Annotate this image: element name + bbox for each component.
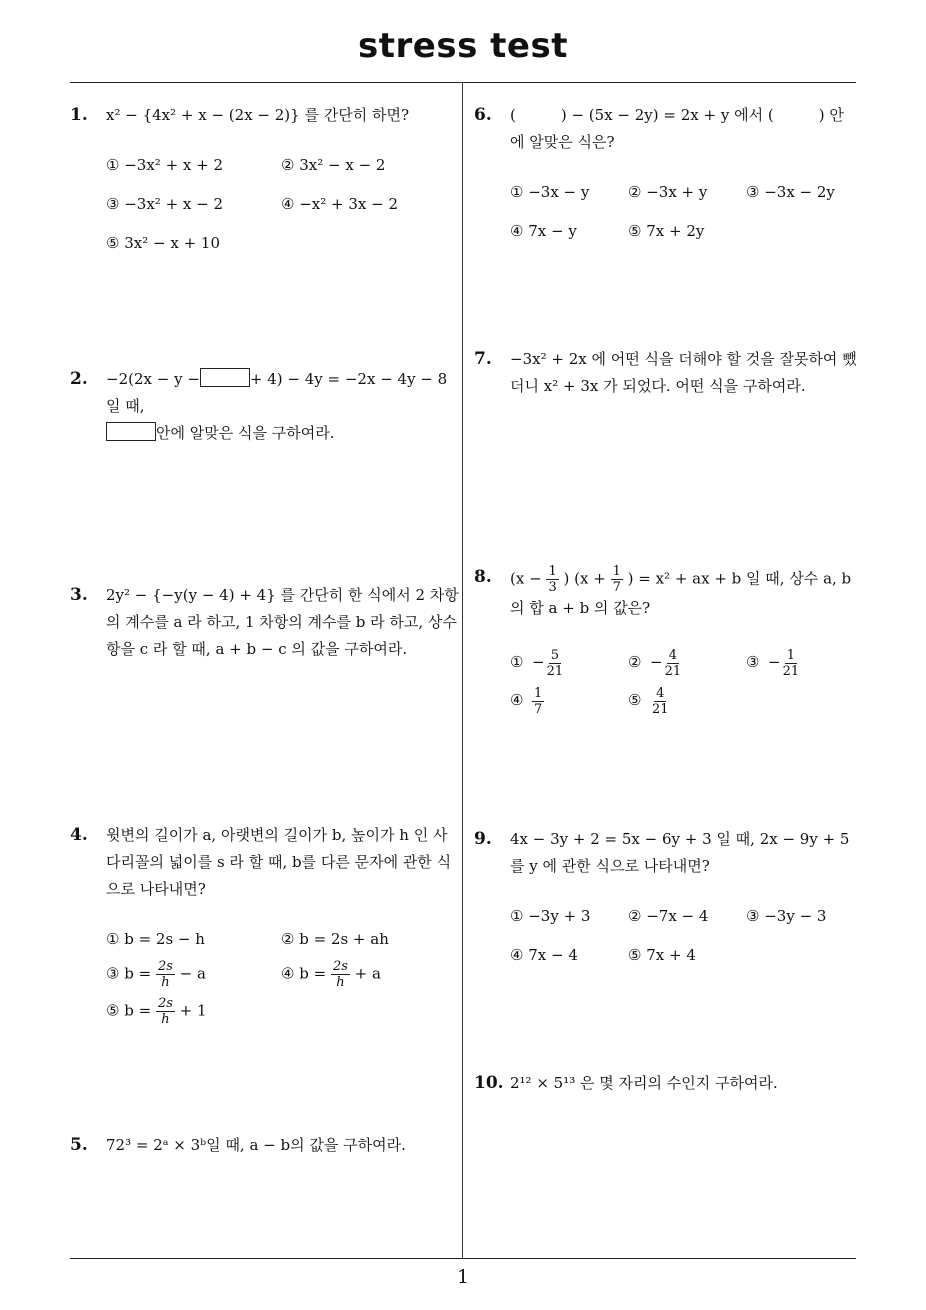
question-7 xyxy=(474,346,858,400)
choice-2[interactable]: ② −7x − 4 xyxy=(628,907,709,925)
fraction xyxy=(546,564,558,595)
question-text: −3x² + 2x 에 어떤 식을 더해야 할 것을 잘못하여 뺐더니 x² + 3x 가 되었다. 어떤 식을 구하여라. xyxy=(510,350,857,395)
question-2 xyxy=(70,366,460,447)
fraction-numerator: 1 xyxy=(534,685,543,701)
fraction-denominator: h xyxy=(336,975,345,990)
choice-sign: − xyxy=(650,653,663,671)
question-text: 윗변의 길이가 a, 아랫변의 길이가 b, 높이가 h 인 사다리꼴의 넓이를 s 라 할 때, b를 다른 문자에 관한 식으로 나타내면? xyxy=(106,826,452,898)
fraction xyxy=(156,959,175,990)
question-1 xyxy=(70,102,460,257)
choice-2[interactable]: ② −3x + y xyxy=(628,183,708,201)
choice-rest: + a xyxy=(354,964,381,983)
choice-1[interactable]: ① −3y + 3 xyxy=(510,907,591,925)
fraction-denominator: h xyxy=(161,975,170,990)
question-number: 3. xyxy=(70,585,88,605)
choice-rest: − a xyxy=(179,964,206,983)
choice-list xyxy=(106,151,460,257)
fraction xyxy=(532,686,544,717)
fraction-denominator: 7 xyxy=(612,580,621,595)
question-10 xyxy=(474,1070,858,1097)
choice-label: ⑤ b = xyxy=(106,1001,152,1020)
fraction-denominator: h xyxy=(161,1012,170,1027)
choice-4[interactable]: ④ 7x − y xyxy=(510,222,577,240)
choice-1[interactable] xyxy=(510,644,628,680)
fraction-numerator: 4 xyxy=(656,685,665,701)
choice-2[interactable]: ② 3x² − x − 2 xyxy=(281,156,386,174)
choice-label: ④ b = xyxy=(281,964,327,983)
question-text-part: + 4) − 4y = −2x − 4y − 8 일 때, xyxy=(106,370,448,415)
fraction-denominator: 3 xyxy=(548,580,557,595)
question-number: 10. xyxy=(474,1073,504,1093)
answer-blank xyxy=(106,422,156,441)
fraction xyxy=(781,648,802,679)
question-number: 2. xyxy=(70,369,88,389)
choice-list xyxy=(510,644,858,718)
choice-3[interactable]: ③ −3x − 2y xyxy=(746,183,835,201)
choice-5[interactable]: ⑤ 7x + 2y xyxy=(628,222,705,240)
answer-blank xyxy=(200,368,250,387)
choice-5[interactable]: ⑤ 7x + 4 xyxy=(628,946,696,964)
question-text: 4x − 3y + 2 = 5x − 6y + 3 일 때, 2x − 9y + 5 를 y 에 관한 식으로 나타내면? xyxy=(510,830,850,875)
question-text: 2y² − {−y(y − 4) + 4} 를 간단히 한 식에서 2 차항의 계수를 a 라 하고, 1 차항의 계수를 b 라 하고, 상수항을 c 라 할 때, a + b − c 의 값을 구하여라. xyxy=(106,586,459,658)
bottom-rule xyxy=(70,1258,856,1259)
question-text-part: (x − xyxy=(510,569,542,588)
choice-marker: ① xyxy=(510,653,524,671)
fraction xyxy=(611,564,623,595)
question-text: ( ) − (5x − 2y) = 2x + y 에서 ( ) 안에 알맞은 식은? xyxy=(510,106,844,151)
page-title: stress test xyxy=(358,26,568,66)
choice-4[interactable]: ④ 7x − 4 xyxy=(510,946,578,964)
question-6 xyxy=(474,102,858,245)
question-5 xyxy=(70,1132,460,1159)
fraction-denominator: 21 xyxy=(782,663,800,679)
fraction xyxy=(650,686,671,717)
fraction-numerator: 2s xyxy=(157,996,173,1011)
fraction-numerator: 1 xyxy=(548,564,557,579)
question-text-part: ) (x + xyxy=(563,569,606,588)
choice-3[interactable] xyxy=(106,959,281,990)
choice-5[interactable]: ⑤ 3x² − x + 10 xyxy=(106,234,220,252)
choice-5[interactable] xyxy=(628,682,746,718)
question-3 xyxy=(70,582,460,663)
choice-list xyxy=(106,925,460,1027)
choice-5[interactable] xyxy=(106,996,281,1027)
choice-4[interactable] xyxy=(281,959,456,990)
question-4 xyxy=(70,822,460,1027)
choice-2[interactable] xyxy=(628,644,746,680)
fraction-numerator: 2s xyxy=(157,959,173,974)
fraction-numerator: 2s xyxy=(332,959,348,974)
question-number: 1. xyxy=(70,105,88,125)
choice-marker: ③ xyxy=(746,653,760,671)
choice-label: ③ b = xyxy=(106,964,152,983)
fraction-denominator: 21 xyxy=(664,663,682,679)
choice-rest: + 1 xyxy=(179,1001,207,1020)
fraction-numerator: 1 xyxy=(786,647,795,663)
question-number: 5. xyxy=(70,1135,88,1155)
choice-4[interactable]: ④ −x² + 3x − 2 xyxy=(281,195,399,213)
question-text: 2¹² × 5¹³ 은 몇 자리의 수인지 구하여라. xyxy=(510,1074,778,1092)
choice-marker: ② xyxy=(628,653,642,671)
question-number: 8. xyxy=(474,567,492,587)
choice-marker: ⑤ xyxy=(628,691,642,709)
question-number: 7. xyxy=(474,349,492,369)
fraction-denominator: 21 xyxy=(546,663,564,679)
top-rule xyxy=(70,82,856,83)
question-number: 6. xyxy=(474,105,492,125)
page-number: 1 xyxy=(456,1266,470,1288)
column-divider xyxy=(462,82,463,1258)
choice-4[interactable] xyxy=(510,682,628,718)
fraction-denominator: 7 xyxy=(534,701,543,717)
question-text-part: ) = x² + ax + b 일 때, 상수 a, b 의 합 a + b 의 값은? xyxy=(510,569,852,617)
question-8 xyxy=(474,564,858,718)
choice-1[interactable]: ① b = 2s − h xyxy=(106,930,205,948)
choice-3[interactable]: ③ −3x² + x − 2 xyxy=(106,195,224,213)
choice-1[interactable]: ① −3x − y xyxy=(510,183,590,201)
choice-2[interactable]: ② b = 2s + ah xyxy=(281,930,389,948)
question-number: 9. xyxy=(474,829,492,849)
question-text-part: 안에 알맞은 식을 구하여라. xyxy=(156,424,335,442)
fraction xyxy=(663,648,684,679)
choice-1[interactable]: ① −3x² + x + 2 xyxy=(106,156,224,174)
question-9 xyxy=(474,826,858,969)
fraction-numerator: 1 xyxy=(612,564,621,579)
question-text: 72³ = 2ᵃ × 3ᵇ일 때, a − b의 값을 구하여라. xyxy=(106,1136,406,1154)
fraction xyxy=(331,959,350,990)
choice-sign: − xyxy=(768,653,781,671)
fraction-numerator: 5 xyxy=(550,647,559,663)
choice-marker: ④ xyxy=(510,691,524,709)
choice-list xyxy=(510,902,858,969)
fraction xyxy=(545,648,566,679)
fraction xyxy=(156,996,175,1027)
fraction-denominator: 21 xyxy=(652,701,669,717)
choice-3[interactable] xyxy=(746,644,864,680)
choice-sign: − xyxy=(532,653,545,671)
choice-3[interactable]: ③ −3y − 3 xyxy=(746,907,827,925)
fraction-numerator: 4 xyxy=(668,647,677,663)
question-number: 4. xyxy=(70,825,88,845)
question-text: x² − {4x² + x − (2x − 2)} 를 간단히 하면? xyxy=(106,106,409,124)
question-text-part: −2(2x − y − xyxy=(106,370,200,388)
choice-list xyxy=(510,178,858,245)
